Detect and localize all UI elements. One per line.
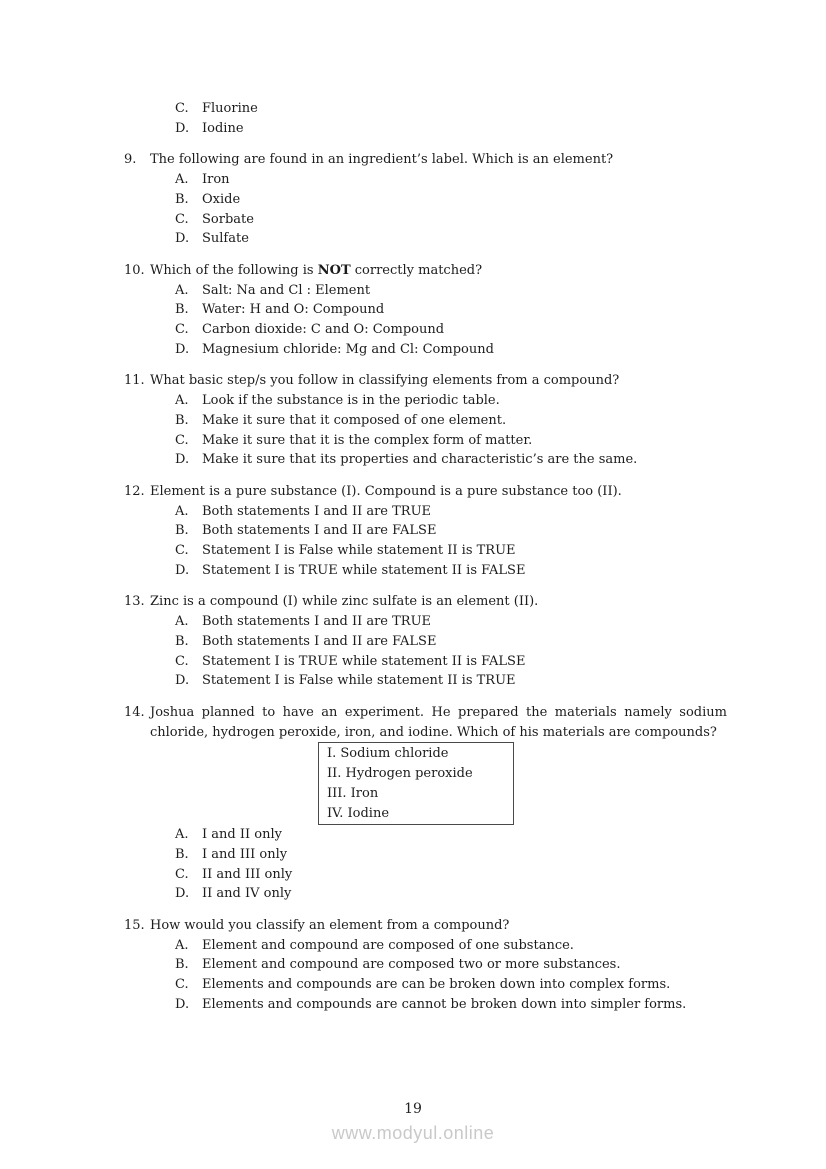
question-text-pre: Which of the following is	[150, 262, 318, 278]
option-row	[175, 521, 727, 541]
option-row	[175, 671, 727, 691]
option-letter: D.	[175, 120, 190, 136]
option-text: Statement I is False while statement II is TRUE	[202, 543, 516, 559]
option-row	[175, 936, 727, 956]
option-letter: B.	[175, 191, 189, 207]
option-letter: D.	[175, 886, 190, 902]
question-text: Element is a pure substance (I). Compound is a pure substance too (II).	[150, 483, 622, 499]
option-letter: D.	[175, 231, 190, 247]
option-text: Carbon dioxide: C and O: Compound	[202, 322, 445, 338]
option-row	[175, 561, 727, 581]
question-text: What basic step/s you follow in classifying elements from a compound?	[150, 373, 620, 389]
option-text: Make it sure that its properties and characteristic’s are the same.	[202, 452, 638, 468]
option-letter: B.	[175, 957, 189, 973]
option-letter: A.	[175, 393, 189, 409]
option-text: Oxide	[202, 191, 241, 207]
question-number: 12.	[124, 483, 145, 499]
option-letter: C.	[175, 653, 189, 669]
option-text: Make it sure that it composed of one element.	[202, 412, 507, 428]
question-line	[124, 482, 727, 502]
question-number: 11.	[124, 373, 145, 389]
question-line	[124, 261, 727, 281]
option-text: Iodine	[202, 120, 244, 136]
option-text: I and II only	[202, 827, 282, 843]
box-item: III. Iron	[327, 785, 379, 801]
option-letter: B.	[175, 412, 189, 428]
option-letter: A.	[175, 503, 189, 519]
page-number: 19	[404, 1101, 422, 1117]
option-letter: B.	[175, 302, 189, 318]
option-text: Look if the substance is in the periodic table.	[202, 393, 500, 409]
option-letter: C.	[175, 101, 189, 116]
orphan-options	[175, 99, 727, 138]
option-row	[175, 502, 727, 522]
question-10	[124, 261, 727, 360]
option-row	[175, 652, 727, 672]
question-text: Joshua planned to have an experiment. He prepared the materials namely sodium chloride, hydrogen peroxide, iron, and iodine. Which of his materials are compounds?	[150, 704, 727, 740]
option-letter: C.	[175, 432, 189, 448]
option-row	[175, 825, 727, 845]
question-text	[150, 261, 727, 281]
question-line	[124, 150, 727, 170]
option-letter: B.	[175, 846, 189, 862]
option-text: Water: H and O: Compound	[202, 302, 385, 318]
option-text: Both statements I and II are TRUE	[202, 614, 432, 630]
option-row	[175, 320, 727, 340]
option-text: Statement I is False while statement II is TRUE	[202, 673, 516, 689]
option-row	[175, 450, 727, 470]
box-item: IV. Iodine	[327, 805, 390, 821]
option-letter: A.	[175, 172, 189, 188]
option-row	[175, 391, 727, 411]
option-text: II and III only	[202, 866, 293, 882]
option-letter: A.	[175, 937, 189, 953]
option-row	[175, 541, 727, 561]
option-letter: D.	[175, 341, 190, 357]
option-text: Sulfate	[202, 231, 249, 247]
option-text: Make it sure that it is the complex form of matter.	[202, 432, 533, 448]
option-row	[175, 119, 727, 139]
question-number: 13.	[124, 594, 145, 610]
option-letter: C.	[175, 211, 189, 227]
option-text: Element and compound are composed two or more substances.	[202, 957, 621, 973]
options-list	[175, 170, 727, 249]
option-row	[175, 632, 727, 652]
option-row	[175, 612, 727, 632]
question-text-post: correctly matched?	[350, 262, 483, 278]
options-list	[175, 502, 727, 581]
option-row	[175, 281, 727, 301]
options-list	[175, 391, 727, 470]
option-text: Fluorine	[202, 101, 258, 116]
option-letter: C.	[175, 866, 189, 882]
option-row	[175, 340, 727, 360]
question-number: 14.	[124, 704, 145, 720]
options-list	[175, 936, 727, 1015]
option-row	[175, 995, 727, 1015]
option-text: Elements and compounds are can be broken down into complex forms.	[202, 977, 671, 993]
question-line	[124, 371, 727, 391]
question-12	[124, 482, 727, 581]
option-row	[175, 300, 727, 320]
question-14	[124, 703, 727, 904]
option-row	[175, 865, 727, 885]
question-15	[124, 916, 727, 1015]
question-line	[124, 592, 727, 612]
question-number: 15.	[124, 918, 145, 934]
question-line	[124, 703, 727, 742]
option-letter: B.	[175, 633, 189, 649]
option-letter: B.	[175, 523, 189, 539]
option-text: Statement I is TRUE while statement II is FALSE	[202, 653, 526, 669]
option-letter: D.	[175, 996, 190, 1012]
option-text: Both statements I and II are FALSE	[202, 523, 437, 539]
option-text: II and IV only	[202, 886, 292, 902]
option-letter: A.	[175, 827, 189, 843]
question-text: The following are found in an ingredient’s label. Which is an element?	[150, 152, 614, 168]
option-text: Both statements I and II are TRUE	[202, 503, 432, 519]
question-9	[124, 150, 727, 249]
question-text: How would you classify an element from a compound?	[150, 918, 510, 934]
option-text: Iron	[202, 172, 230, 188]
questions-content	[124, 99, 727, 1015]
option-text: Both statements I and II are FALSE	[202, 633, 437, 649]
option-row	[175, 845, 727, 865]
option-letter: A.	[175, 282, 189, 298]
option-text: Element and compound are composed of one substance.	[202, 937, 574, 953]
watermark-url: www.modyul.online	[331, 1123, 495, 1143]
option-row	[175, 411, 727, 431]
option-letter: C.	[175, 543, 189, 559]
option-letter: D.	[175, 673, 190, 689]
option-letter: D.	[175, 562, 190, 578]
option-row	[175, 190, 727, 210]
question-line	[124, 916, 727, 936]
question-text: Zinc is a compound (I) while zinc sulfate is an element (II).	[150, 594, 539, 610]
roman-numeral-box	[318, 742, 514, 825]
option-row	[175, 431, 727, 451]
option-text: Elements and compounds are cannot be broken down into simpler forms.	[202, 996, 687, 1012]
option-row	[175, 975, 727, 995]
options-list	[175, 612, 727, 691]
box-item: II. Hydrogen peroxide	[327, 766, 473, 782]
option-row	[175, 884, 727, 904]
option-text: Salt: Na and Cl : Element	[202, 282, 371, 298]
option-letter: C.	[175, 322, 189, 338]
box-item: I. Sodium chloride	[327, 746, 449, 762]
option-row	[175, 99, 727, 119]
options-list	[175, 825, 727, 904]
option-text: Sorbate	[202, 211, 254, 227]
question-13	[124, 592, 727, 691]
question-11	[124, 371, 727, 470]
options-list	[175, 281, 727, 360]
option-row	[175, 229, 727, 249]
option-row	[175, 170, 727, 190]
question-text-bold: NOT	[317, 262, 351, 278]
option-letter: C.	[175, 977, 189, 993]
option-text: Magnesium chloride: Mg and Cl: Compound	[202, 341, 494, 357]
question-number: 9.	[124, 152, 137, 168]
option-text: Statement I is TRUE while statement II is FALSE	[202, 562, 526, 578]
option-letter: D.	[175, 452, 190, 468]
option-row	[175, 955, 727, 975]
option-text: I and III only	[202, 846, 288, 862]
question-number: 10.	[124, 262, 145, 278]
option-letter: A.	[175, 614, 189, 630]
option-row	[175, 210, 727, 230]
